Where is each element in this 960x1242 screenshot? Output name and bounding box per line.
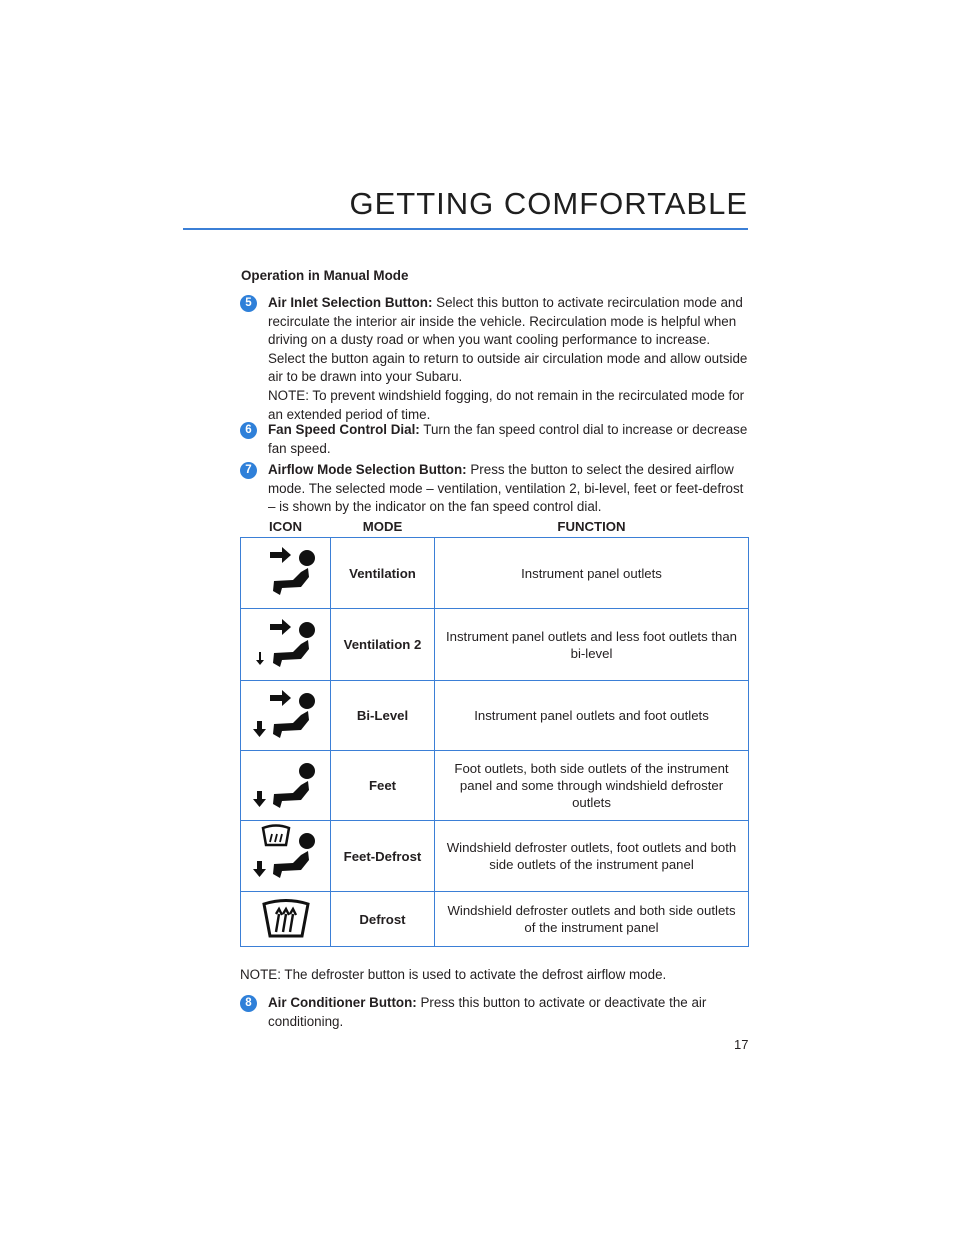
- defroster-note: NOTE: The defroster button is used to activate the defrost airflow mode.: [240, 967, 667, 982]
- defrost-icon: [246, 894, 326, 944]
- item-text: Press the button to select the desired airflow mode. The selected mode – ventilation, ventilation 2, bi-level, feet or feet-defrost – is shown by the indicator on the fan speed control dial.: [268, 462, 744, 515]
- number-badge: 8: [240, 995, 257, 1012]
- subheading: Operation in Manual Mode: [241, 268, 409, 283]
- mode-label: Defrost: [331, 892, 435, 947]
- header-mode: MODE: [331, 515, 435, 538]
- item-label: Air Inlet Selection Button:: [268, 295, 433, 310]
- table-row: [241, 821, 749, 892]
- function-text: Instrument panel outlets and less foot outlets than bi-level: [435, 609, 749, 681]
- item-air-conditioner: [240, 994, 750, 1031]
- table-row: [241, 751, 749, 821]
- header-function: FUNCTION: [435, 515, 749, 538]
- item-label: Fan Speed Control Dial:: [268, 422, 420, 437]
- airflow-mode-table: [240, 515, 749, 947]
- item-text: Turn the fan speed control dial to increase or decrease fan speed.: [268, 422, 748, 456]
- item-label: Airflow Mode Selection Button:: [268, 462, 467, 477]
- item-airflow-mode: [240, 461, 750, 517]
- table-row: [241, 609, 749, 681]
- ventilation-icon: [246, 540, 326, 606]
- mode-label: Feet-Defrost: [331, 821, 435, 892]
- function-text: Windshield defroster outlets, foot outlets and both side outlets of the instrument panel: [435, 821, 749, 892]
- feet-defrost-icon: [246, 823, 326, 889]
- number-badge: 5: [240, 295, 257, 312]
- page-number: 17: [734, 1037, 749, 1052]
- header-icon: ICON: [241, 515, 331, 538]
- table-row: [241, 538, 749, 609]
- item-note: NOTE: To prevent windshield fogging, do not remain in the recirculated mode for an extended period of time.: [268, 387, 745, 422]
- function-text: Instrument panel outlets: [435, 538, 749, 609]
- title-divider: [183, 228, 748, 230]
- item-text: Press this button to activate or deactivate the air conditioning.: [268, 995, 707, 1029]
- item-text: Select this button to activate recirculation mode and recirculate the interior air inside the vehicle. Recirculation mode is helpful when driving on a dusty road or when you want cooling performance to increase. Select the button again to return to outside air circulation mode and allow outside air to be drawn into your Subaru.: [268, 295, 748, 385]
- number-badge: 7: [240, 462, 257, 479]
- mode-label: Ventilation: [331, 538, 435, 609]
- ventilation-2-icon: [246, 612, 326, 678]
- function-text: Foot outlets, both side outlets of the instrument panel and some through windshield defroster outlets: [435, 751, 749, 821]
- table-header-row: [241, 515, 749, 538]
- feet-icon: [246, 753, 326, 819]
- item-label: Air Conditioner Button:: [268, 995, 417, 1010]
- section-title: GETTING COMFORTABLE: [349, 186, 748, 221]
- mode-label: Ventilation 2: [331, 609, 435, 681]
- table-row: [241, 892, 749, 947]
- function-text: Windshield defroster outlets and both side outlets of the instrument panel: [435, 892, 749, 947]
- mode-label: Bi-Level: [331, 681, 435, 751]
- bi-level-icon: [246, 683, 326, 749]
- table-row: [241, 681, 749, 751]
- item-air-inlet: [240, 294, 750, 424]
- mode-label: Feet: [331, 751, 435, 821]
- item-fan-speed: [240, 421, 750, 458]
- number-badge: 6: [240, 422, 257, 439]
- function-text: Instrument panel outlets and foot outlets: [435, 681, 749, 751]
